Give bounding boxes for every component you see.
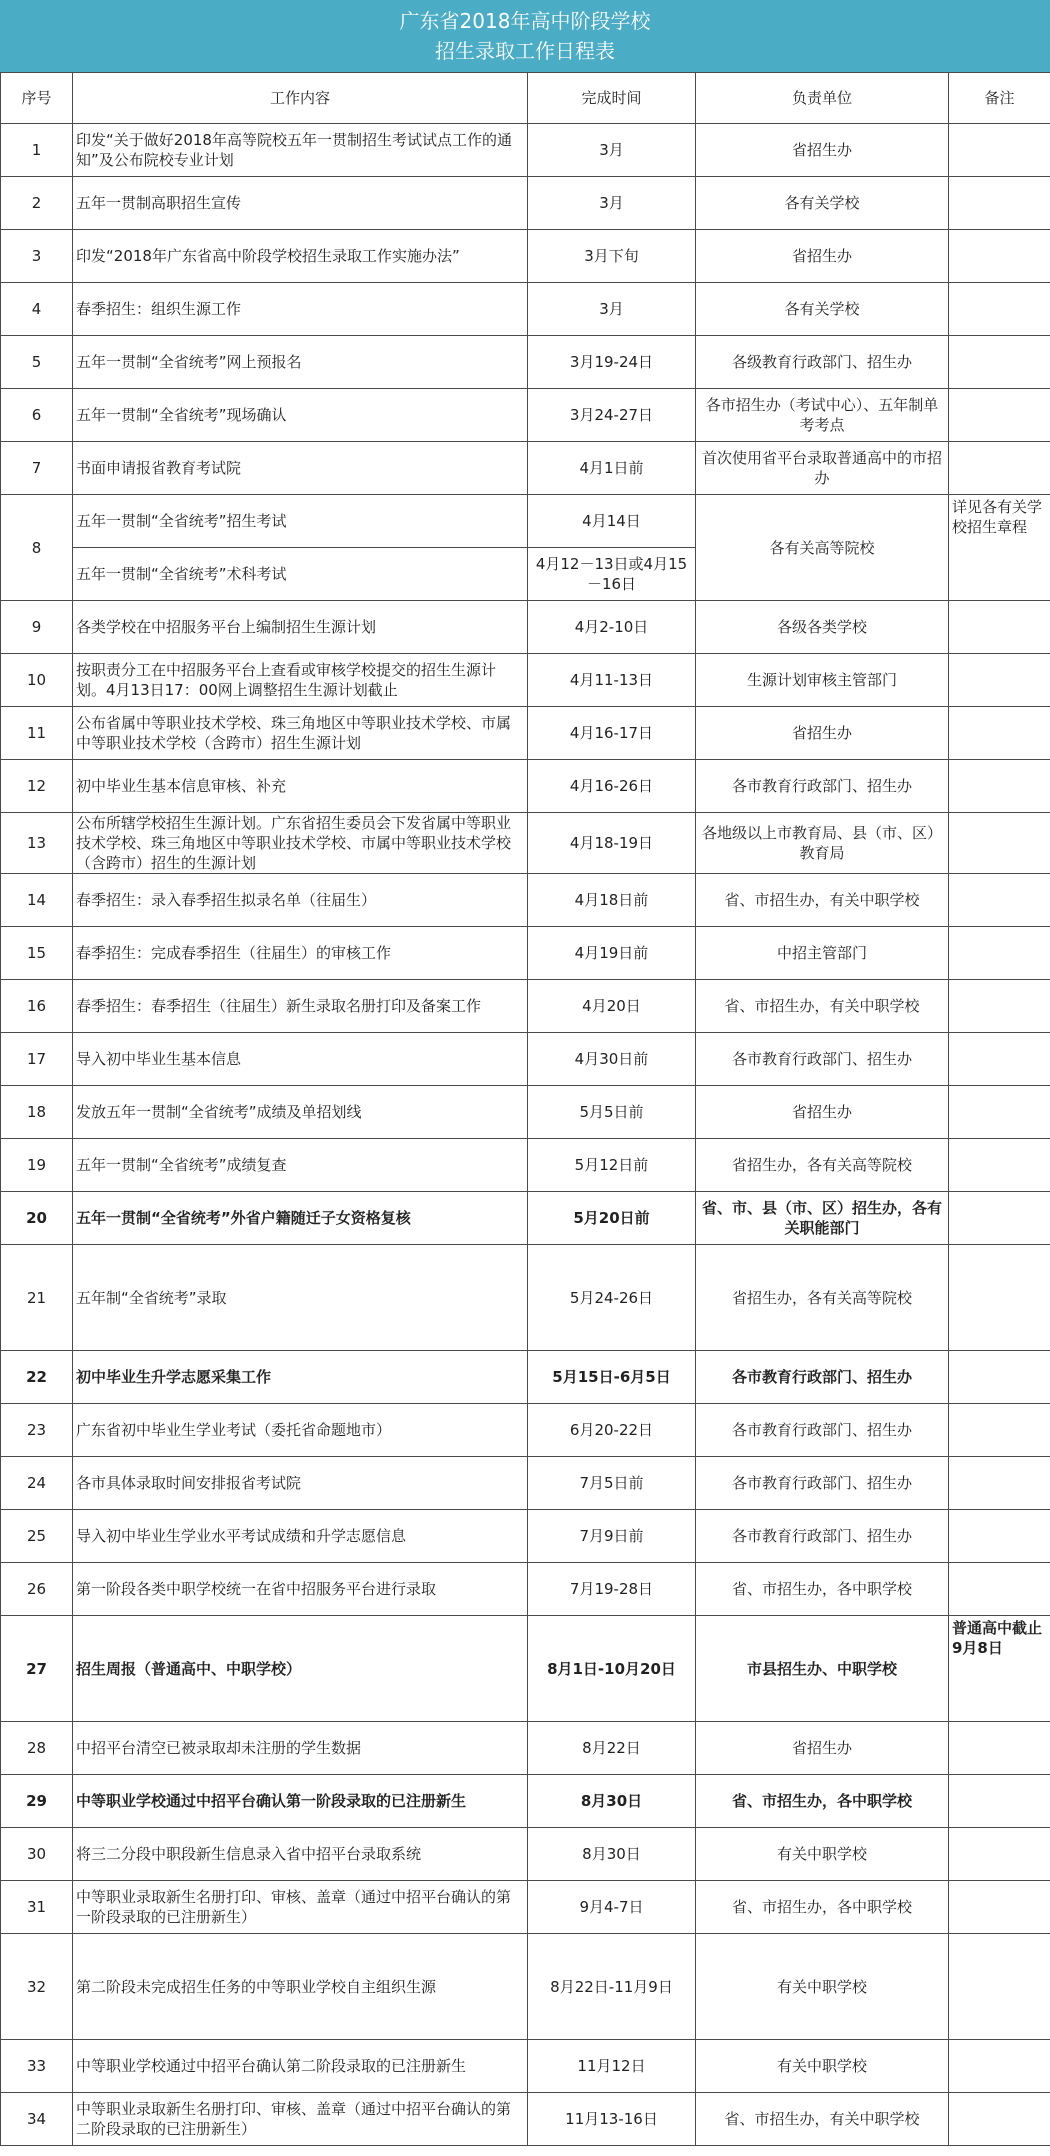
- cell-content: 按职责分工在中招服务平台上查看或审核学校提交的招生生源计划。4月13日17：00网上调整招生生源计划截止: [73, 654, 528, 707]
- cell-unit: 省、市招生办，有关中职学校: [696, 874, 949, 927]
- table-row: [1, 1404, 1050, 1457]
- cell-time: 7月19-28日: [528, 1563, 696, 1616]
- cell-unit: 各有关学校: [696, 177, 949, 230]
- cell-unit: 各市教育行政部门、招生办: [696, 1510, 949, 1563]
- cell-time: 7月9日前: [528, 1510, 696, 1563]
- cell-content: 第一阶段各类中职学校统一在省中招服务平台进行录取: [73, 1563, 528, 1616]
- table-row: [1, 1722, 1050, 1775]
- cell-note: [949, 1775, 1050, 1828]
- table-row: [1, 874, 1050, 927]
- cell-note: [949, 1828, 1050, 1881]
- table-row: [1, 389, 1050, 442]
- cell-time: 4月12－13日或4月15－16日: [528, 548, 696, 601]
- cell-time: 6月20-22日: [528, 1404, 696, 1457]
- cell-seq: 11: [1, 707, 73, 760]
- cell-time: 5月20日前: [528, 1192, 696, 1245]
- cell-content: 五年一贯制“全省统考”成绩复查: [73, 1139, 528, 1192]
- cell-unit: 各市教育行政部门、招生办: [696, 1457, 949, 1510]
- cell-unit: 省招生办: [696, 707, 949, 760]
- header-note: 备注: [949, 73, 1050, 124]
- cell-unit: 省、市招生办，各中职学校: [696, 1775, 949, 1828]
- cell-unit: 省、市招生办，有关中职学校: [696, 2093, 949, 2146]
- cell-content: 第二阶段未完成招生任务的中等职业学校自主组织生源: [73, 1934, 528, 2040]
- cell-content: 书面申请报省教育考试院: [73, 442, 528, 495]
- cell-seq: 4: [1, 283, 73, 336]
- cell-seq: 13: [1, 813, 73, 874]
- cell-seq: 3: [1, 230, 73, 283]
- cell-content: 中等职业录取新生名册打印、审核、盖章（通过中招平台确认的第二阶段录取的已注册新生）: [73, 2093, 528, 2146]
- cell-seq: 7: [1, 442, 73, 495]
- cell-note: [949, 980, 1050, 1033]
- cell-seq: 10: [1, 654, 73, 707]
- cell-content: 中招平台清空已被录取却未注册的学生数据: [73, 1722, 528, 1775]
- cell-note: [949, 442, 1050, 495]
- cell-note: [949, 1139, 1050, 1192]
- cell-seq: 26: [1, 1563, 73, 1616]
- cell-seq: 8: [1, 495, 73, 601]
- cell-seq: 31: [1, 1881, 73, 1934]
- table-row: [1, 1033, 1050, 1086]
- cell-unit: 省招生办: [696, 124, 949, 177]
- cell-content: 招生周报（普通高中、中职学校）: [73, 1616, 528, 1722]
- cell-note: [949, 1192, 1050, 1245]
- header-time: 完成时间: [528, 73, 696, 124]
- cell-time: 8月1日-10月20日: [528, 1616, 696, 1722]
- cell-seq: 21: [1, 1245, 73, 1351]
- table-row: [1, 1616, 1050, 1722]
- cell-seq: 20: [1, 1192, 73, 1245]
- cell-content: 五年一贯制“全省统考”外省户籍随迁子女资格复核: [73, 1192, 528, 1245]
- table-row: [1, 283, 1050, 336]
- cell-unit: 各级各类学校: [696, 601, 949, 654]
- cell-unit: 各市招生办（考试中心）、五年制单考考点: [696, 389, 949, 442]
- cell-content: 发放五年一贯制“全省统考”成绩及单招划线: [73, 1086, 528, 1139]
- cell-note: [949, 1510, 1050, 1563]
- table-row: [1, 707, 1050, 760]
- cell-time: 3月24-27日: [528, 389, 696, 442]
- cell-content: 五年一贯制“全省统考”招生考试: [73, 495, 528, 548]
- cell-note: [949, 1457, 1050, 1510]
- table-row: [1, 442, 1050, 495]
- cell-content: 导入初中毕业生学业水平考试成绩和升学志愿信息: [73, 1510, 528, 1563]
- cell-time: 8月30日: [528, 1775, 696, 1828]
- cell-content: 五年制“全省统考”录取: [73, 1245, 528, 1351]
- cell-seq: 30: [1, 1828, 73, 1881]
- cell-content: 初中毕业生升学志愿采集工作: [73, 1351, 528, 1404]
- cell-unit: 各市教育行政部门、招生办: [696, 760, 949, 813]
- cell-seq: 34: [1, 2093, 73, 2146]
- cell-time: 8月22日-11月9日: [528, 1934, 696, 2040]
- cell-time: 4月20日: [528, 980, 696, 1033]
- table-row: [1, 1828, 1050, 1881]
- cell-seq: 19: [1, 1139, 73, 1192]
- cell-note: 详见各有关学校招生章程: [949, 495, 1050, 601]
- cell-time: 4月30日前: [528, 1033, 696, 1086]
- cell-unit: 省招生办: [696, 1722, 949, 1775]
- cell-seq: 6: [1, 389, 73, 442]
- cell-note: [949, 654, 1050, 707]
- cell-content: 中等职业学校通过中招平台确认第二阶段录取的已注册新生: [73, 2040, 528, 2093]
- cell-time: 11月12日: [528, 2040, 696, 2093]
- cell-content: 中等职业学校通过中招平台确认第一阶段录取的已注册新生: [73, 1775, 528, 1828]
- cell-unit: 省、市招生办，各中职学校: [696, 1563, 949, 1616]
- cell-content: 五年一贯制高职招生宣传: [73, 177, 528, 230]
- cell-note: [949, 336, 1050, 389]
- cell-note: [949, 1245, 1050, 1351]
- cell-seq: 16: [1, 980, 73, 1033]
- title-line-1: 广东省2018年高中阶段学校: [399, 9, 651, 33]
- cell-note: [949, 1404, 1050, 1457]
- cell-unit: 省、市招生办，有关中职学校: [696, 980, 949, 1033]
- cell-unit: 各级教育行政部门、招生办: [696, 336, 949, 389]
- schedule-title-banner: [0, 0, 1050, 72]
- cell-seq: 15: [1, 927, 73, 980]
- cell-unit: 省、市、县（市、区）招生办，各有关职能部门: [696, 1192, 949, 1245]
- cell-note: [949, 1086, 1050, 1139]
- cell-time: 4月11-13日: [528, 654, 696, 707]
- cell-time: 4月18-19日: [528, 813, 696, 874]
- table-row: [1, 1457, 1050, 1510]
- cell-seq: 33: [1, 2040, 73, 2093]
- cell-unit: 有关中职学校: [696, 2040, 949, 2093]
- table-row: [1, 760, 1050, 813]
- cell-unit: 省、市招生办，各中职学校: [696, 1881, 949, 1934]
- table-row: [1, 1245, 1050, 1351]
- cell-unit: 生源计划审核主管部门: [696, 654, 949, 707]
- cell-seq: 17: [1, 1033, 73, 1086]
- table-row: [1, 1086, 1050, 1139]
- cell-time: 8月30日: [528, 1828, 696, 1881]
- cell-time: 5月5日前: [528, 1086, 696, 1139]
- cell-unit: 各市教育行政部门、招生办: [696, 1033, 949, 1086]
- cell-unit: 各市教育行政部门、招生办: [696, 1404, 949, 1457]
- cell-content: 五年一贯制“全省统考”术科考试: [73, 548, 528, 601]
- cell-unit: 省招生办，各有关高等院校: [696, 1245, 949, 1351]
- table-row: [1, 927, 1050, 980]
- table-row: [1, 124, 1050, 177]
- cell-note: [949, 874, 1050, 927]
- cell-content: 春季招生：录入春季招生拟录名单（往届生）: [73, 874, 528, 927]
- cell-time: 7月5日前: [528, 1457, 696, 1510]
- schedule-table: [0, 72, 1050, 2146]
- cell-note: [949, 1722, 1050, 1775]
- cell-note: [949, 1934, 1050, 2040]
- cell-note: [949, 230, 1050, 283]
- cell-content: 各市具体录取时间安排报省考试院: [73, 1457, 528, 1510]
- schedule-body: [1, 124, 1050, 2146]
- cell-unit: 各有关高等院校: [696, 495, 949, 601]
- cell-time: 8月22日: [528, 1722, 696, 1775]
- cell-unit: 中招主管部门: [696, 927, 949, 980]
- cell-time: 5月12日前: [528, 1139, 696, 1192]
- table-row: [1, 980, 1050, 1033]
- cell-unit: 各有关学校: [696, 283, 949, 336]
- cell-seq: 23: [1, 1404, 73, 1457]
- cell-time: 4月2-10日: [528, 601, 696, 654]
- cell-unit: 各地级以上市教育局、县（市、区）教育局: [696, 813, 949, 874]
- cell-note: [949, 177, 1050, 230]
- cell-time: 4月16-26日: [528, 760, 696, 813]
- table-row: [1, 601, 1050, 654]
- cell-unit: 各市教育行政部门、招生办: [696, 1351, 949, 1404]
- table-row: [1, 495, 1050, 548]
- cell-note: 普通高中截止9月8日: [949, 1616, 1050, 1722]
- cell-time: 3月: [528, 283, 696, 336]
- cell-seq: 18: [1, 1086, 73, 1139]
- cell-content: 印发“2018年广东省高中阶段学校招生录取工作实施办法”: [73, 230, 528, 283]
- cell-seq: 22: [1, 1351, 73, 1404]
- cell-content: 中等职业录取新生名册打印、审核、盖章（通过中招平台确认的第一阶段录取的已注册新生）: [73, 1881, 528, 1934]
- cell-seq: 24: [1, 1457, 73, 1510]
- cell-seq: 2: [1, 177, 73, 230]
- cell-note: [949, 927, 1050, 980]
- cell-content: 广东省初中毕业生学业考试（委托省命题地市）: [73, 1404, 528, 1457]
- cell-content: 印发“关于做好2018年高等院校五年一贯制招生考试试点工作的通知”及公布院校专业计划: [73, 124, 528, 177]
- cell-note: [949, 1033, 1050, 1086]
- cell-note: [949, 124, 1050, 177]
- cell-time: 4月14日: [528, 495, 696, 548]
- cell-note: [949, 707, 1050, 760]
- cell-note: [949, 389, 1050, 442]
- cell-content: 初中毕业生基本信息审核、补充: [73, 760, 528, 813]
- title-line-2: 招生录取工作日程表: [435, 39, 615, 63]
- table-row: [1, 1351, 1050, 1404]
- cell-time: 3月19-24日: [528, 336, 696, 389]
- cell-seq: 9: [1, 601, 73, 654]
- cell-unit: 有关中职学校: [696, 1934, 949, 2040]
- cell-time: 4月16-17日: [528, 707, 696, 760]
- cell-time: 5月24-26日: [528, 1245, 696, 1351]
- cell-content: 公布省属中等职业技术学校、珠三角地区中等职业技术学校、市属中等职业技术学校（含跨市）招生生源计划: [73, 707, 528, 760]
- table-row: [1, 1192, 1050, 1245]
- cell-content: 五年一贯制“全省统考”网上预报名: [73, 336, 528, 389]
- cell-note: [949, 1563, 1050, 1616]
- cell-unit: 市县招生办、中职学校: [696, 1616, 949, 1722]
- table-row: [1, 2040, 1050, 2093]
- cell-seq: 29: [1, 1775, 73, 1828]
- table-row: [1, 813, 1050, 874]
- table-row: [1, 1563, 1050, 1616]
- cell-seq: 5: [1, 336, 73, 389]
- cell-time: 11月13-16日: [528, 2093, 696, 2146]
- table-row: [1, 230, 1050, 283]
- cell-time: 3月: [528, 124, 696, 177]
- cell-content: 五年一贯制“全省统考”现场确认: [73, 389, 528, 442]
- table-row: [1, 1139, 1050, 1192]
- cell-note: [949, 1881, 1050, 1934]
- cell-seq: 25: [1, 1510, 73, 1563]
- cell-seq: 12: [1, 760, 73, 813]
- cell-content: 春季招生：春季招生（往届生）新生录取名册打印及备案工作: [73, 980, 528, 1033]
- cell-content: 各类学校在中招服务平台上编制招生生源计划: [73, 601, 528, 654]
- cell-time: 4月19日前: [528, 927, 696, 980]
- cell-time: 9月4-7日: [528, 1881, 696, 1934]
- header-seq: 序号: [1, 73, 73, 124]
- cell-seq: 28: [1, 1722, 73, 1775]
- header-unit: 负责单位: [696, 73, 949, 124]
- cell-content: 公布所辖学校招生生源计划。广东省招生委员会下发省属中等职业技术学校、珠三角地区中等职业技术学校、市属中等职业技术学校（含跨市）招生的生源计划: [73, 813, 528, 874]
- cell-note: [949, 760, 1050, 813]
- cell-note: [949, 2040, 1050, 2093]
- cell-seq: 32: [1, 1934, 73, 2040]
- cell-seq: 27: [1, 1616, 73, 1722]
- cell-time: 4月1日前: [528, 442, 696, 495]
- cell-content: 春季招生：组织生源工作: [73, 283, 528, 336]
- table-row: [1, 177, 1050, 230]
- cell-unit: 省招生办，各有关高等院校: [696, 1139, 949, 1192]
- cell-note: [949, 2093, 1050, 2146]
- cell-time: 3月: [528, 177, 696, 230]
- cell-content: 春季招生：完成春季招生（往届生）的审核工作: [73, 927, 528, 980]
- cell-unit: 首次使用省平台录取普通高中的市招办: [696, 442, 949, 495]
- cell-seq: 14: [1, 874, 73, 927]
- cell-seq: 1: [1, 124, 73, 177]
- cell-unit: 省招生办: [696, 230, 949, 283]
- cell-note: [949, 813, 1050, 874]
- table-row: [1, 1934, 1050, 2040]
- table-row: [1, 1510, 1050, 1563]
- header-content: 工作内容: [73, 73, 528, 124]
- cell-content: 将三二分段中职段新生信息录入省中招平台录取系统: [73, 1828, 528, 1881]
- header-row: [1, 73, 1050, 124]
- cell-note: [949, 1351, 1050, 1404]
- table-row: [1, 2093, 1050, 2146]
- table-row: [1, 1775, 1050, 1828]
- cell-note: [949, 601, 1050, 654]
- cell-unit: 省招生办: [696, 1086, 949, 1139]
- cell-note: [949, 283, 1050, 336]
- cell-unit: 有关中职学校: [696, 1828, 949, 1881]
- cell-content: 导入初中毕业生基本信息: [73, 1033, 528, 1086]
- table-row: [1, 654, 1050, 707]
- cell-time: 4月18日前: [528, 874, 696, 927]
- table-row: [1, 336, 1050, 389]
- cell-time: 5月15日-6月5日: [528, 1351, 696, 1404]
- cell-time: 3月下旬: [528, 230, 696, 283]
- table-row: [1, 1881, 1050, 1934]
